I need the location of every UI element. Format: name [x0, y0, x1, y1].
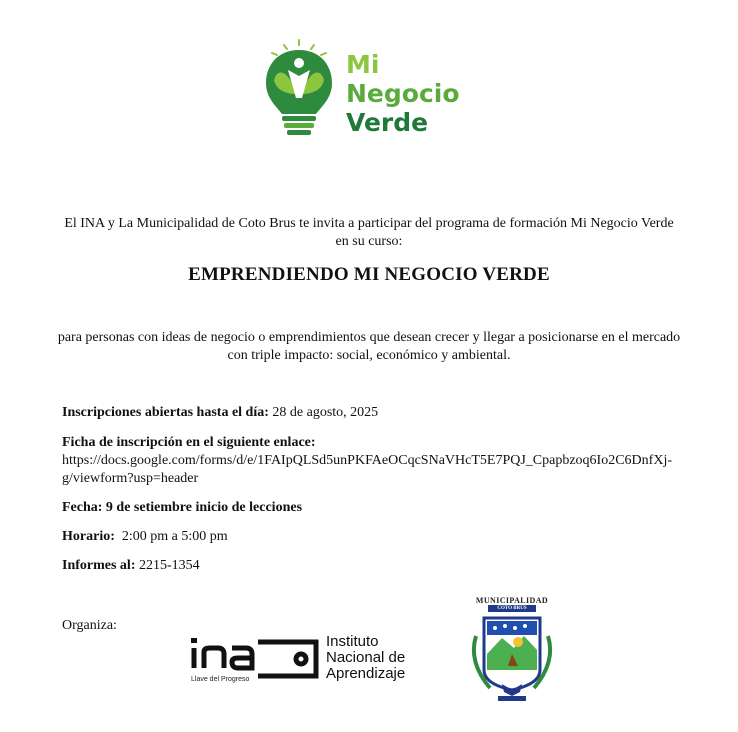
course-title: EMPRENDIENDO MI NEGOCIO VERDE — [188, 264, 550, 285]
registration-line — [62, 404, 672, 422]
logo-line-2: Negocio — [346, 79, 460, 108]
ina-name-line-3: Aprendizaje — [326, 665, 406, 682]
contact-label: Informes al: — [62, 558, 136, 573]
ina-key-icon — [194, 642, 316, 676]
ina-name-line-1: Instituto — [326, 633, 379, 650]
seal-band-text: COTO BRUS — [497, 606, 527, 611]
hours-label: Horario: — [62, 529, 115, 544]
audience-text: para personas con ideas de negocio o emprendimientos que desean crecer y llegar a posicionarse en el mercado con triple impacto: social, económico y ambiental. — [57, 330, 681, 363]
registration-label: Inscripciones abiertas hasta el día: — [62, 405, 269, 420]
organizer-label: Organiza: — [62, 618, 117, 633]
contact-line — [62, 557, 672, 575]
ina-tagline: Llave del Progreso — [191, 676, 250, 683]
lightbulb-sprout-icon — [266, 40, 332, 135]
contact-value: 2215-1354 — [139, 558, 200, 573]
registration-value: 28 de agosto, 2025 — [272, 405, 379, 420]
form-label: Ficha de inscripción en el siguiente enlace: — [62, 435, 316, 450]
hours-line — [62, 528, 672, 546]
logo-line-3: Verde — [346, 108, 429, 137]
hours-value: 2:00 pm a 5:00 pm — [121, 529, 228, 544]
logo-line-1: Mi — [346, 50, 380, 79]
logo-wordmark — [346, 50, 460, 137]
seal-top-text: MUNICIPALIDAD — [475, 596, 549, 605]
start-date: Fecha: 9 de setiembre inicio de lecciones — [62, 500, 303, 515]
ina-name — [326, 634, 405, 682]
form-link[interactable]: https://docs.google.com/forms/d/e/1FAIpQLSd5unPKFAeOCqcSNaVHcT5E7PQJ_Cpapbzoq6Io2C6DnfXj-g/viewform?usp=header — [62, 453, 672, 486]
intro-text: El INA y La Municipalidad de Coto Brus te invita a participar del programa de formación Mi Negocio Verde en su curso: — [64, 216, 674, 249]
municipal-shield-icon — [474, 605, 550, 701]
ina-name-line-2: Nacional de — [326, 649, 406, 666]
